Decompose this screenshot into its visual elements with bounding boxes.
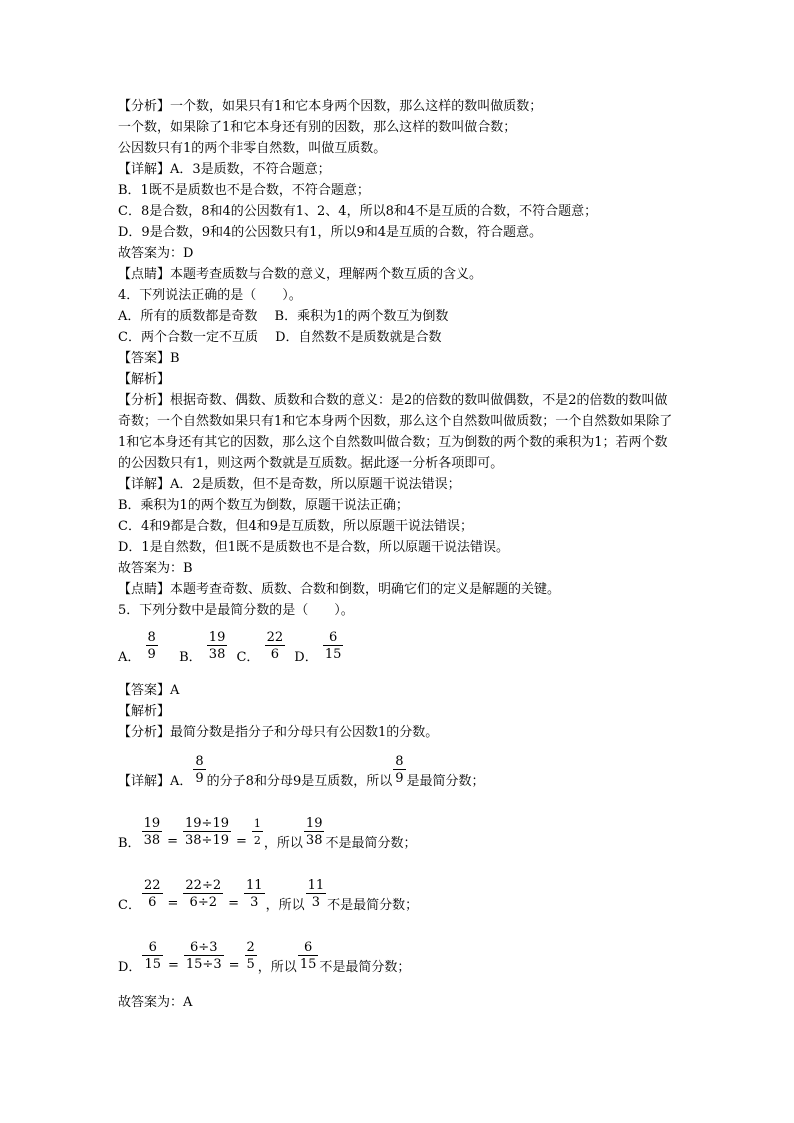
- fraction: $\frac{2}{5}$: [246, 940, 255, 972]
- fraction: $\frac{6}{15}$: [299, 940, 317, 972]
- detail-text: 的分子8和分母9是互质数，所以: [206, 774, 393, 789]
- text-line: 【分析】一个数，如果只有1和它本身两个因数，那么这样的数叫做质数；: [118, 99, 543, 114]
- option-label: A．: [118, 650, 141, 665]
- question-5-options: [118, 628, 344, 665]
- detail-d: [118, 938, 410, 975]
- fraction: $\frac{1}{2}$: [253, 817, 261, 847]
- analysis-label: 【解析】: [118, 704, 171, 719]
- analysis-label: 【解析】: [118, 372, 171, 387]
- detail-label: D．: [118, 960, 142, 975]
- text-line: D．9是合数，9和4的公因数只有1，所以9和4是互质的合数，符合题意。: [118, 225, 543, 240]
- option-label: B．: [179, 650, 202, 665]
- detail-label: C．: [118, 898, 141, 913]
- text-line: C．4和9都是合数，但4和9是互质数，所以原题干说法错误；: [118, 519, 474, 534]
- option-label: C．: [236, 650, 260, 665]
- text-line: C．8是合数，8和4的公因数有1、2、4，所以8和4不是互质的合数，不符合题意；: [118, 204, 598, 219]
- text-line: B．乘积为1的两个数互为倒数，原题干说法正确；: [118, 498, 409, 513]
- text-line: 故答案为：D: [118, 246, 194, 261]
- fraction: $\frac{8}{9}$: [147, 630, 156, 662]
- option-label: D．: [294, 650, 318, 665]
- text-line: B．1既不是质数也不是合数，不符合题意；: [118, 183, 370, 198]
- fraction: $\frac{8}{9}$: [395, 754, 404, 786]
- detail-text: 是最简分数；: [406, 774, 485, 789]
- fraction: $\frac{11}{3}$: [246, 878, 263, 910]
- equals-sign: =: [228, 896, 240, 911]
- detail-b: [118, 814, 416, 851]
- detail-c: [118, 876, 418, 913]
- text-line: 公因数只有1的两个非零自然数，叫做互质数。: [118, 141, 387, 156]
- detail-a: [118, 752, 485, 789]
- equals-sign: =: [236, 834, 247, 849]
- detail-text: 不是最简分数；: [319, 960, 411, 975]
- fraction: $\frac{19\div 19}{38\div 19}$: [185, 816, 229, 848]
- fraction: $\frac{19}{38}$: [305, 816, 323, 848]
- detail-text: ，所以: [265, 898, 305, 913]
- final-answer: 故答案为：A: [118, 995, 193, 1010]
- fraction: $\frac{6}{15}$: [324, 630, 342, 662]
- text-line: 故答案为：B: [118, 561, 193, 576]
- text-line: 【分析】最简分数是指分子和分母只有公因数1的分数。: [118, 725, 439, 740]
- detail-label: B．: [118, 836, 141, 851]
- fraction: $\frac{19}{38}$: [208, 630, 226, 662]
- detail-label: 【详解】A．: [118, 774, 193, 789]
- equals-sign: =: [228, 958, 240, 973]
- text-line: 【点睛】本题考查质数与合数的意义，理解两个数互质的含义。: [118, 267, 483, 282]
- question-5-stem: 5．下列分数中是最简分数的是（ ）。: [118, 603, 354, 618]
- detail-text: 不是最简分数；: [325, 836, 417, 851]
- question-4-options-ab: A．所有的质数都是奇数 B．乘积为1的两个数互为倒数: [118, 309, 449, 324]
- text-line: 【点睛】本题考查奇数、质数、合数和倒数，明确它们的定义是解题的关键。: [118, 582, 561, 597]
- detail-text: ，所以: [257, 960, 297, 975]
- equals-sign: =: [167, 896, 179, 911]
- fraction: $\frac{22\div 2}{6\div 2}$: [185, 878, 222, 910]
- text-line: 【详解】A．2是质数，但不是奇数，所以原题干说法错误；: [118, 477, 461, 492]
- detail-text: ，所以: [263, 836, 303, 851]
- text-line: D．1是自然数，但1既不是质数也不是合数，所以原题干说法错误。: [118, 540, 509, 555]
- answer-label: 【答案】B: [118, 351, 180, 366]
- fraction: $\frac{22}{6}$: [266, 630, 284, 662]
- fraction: $\frac{22}{6}$: [143, 878, 161, 910]
- fraction: $\frac{19}{38}$: [143, 816, 161, 848]
- question-4-options-cd: C．两个合数一定不互质 D．自然数不是质数就是合数: [118, 330, 442, 345]
- text-line: 【详解】A．3是质数，不符合题意；: [118, 162, 331, 177]
- equals-sign: =: [167, 958, 179, 973]
- fraction: $\frac{11}{3}$: [307, 878, 325, 910]
- answer-label: 【答案】A: [118, 683, 180, 698]
- fraction: $\frac{6}{15}$: [144, 940, 161, 972]
- fraction: $\frac{8}{9}$: [195, 754, 204, 786]
- text-line: 一个数，如果除了1和它本身还有别的因数，那么这样的数叫做合数；: [118, 120, 517, 135]
- detail-text: 不是最简分数；: [327, 898, 419, 913]
- question-4-analysis: 【分析】根据奇数、偶数、质数和合数的意义：是2的倍数的数叫做偶数，不是2的倍数的数叫做奇数；一个自然数如果只有1和它本身两个因数，那么这个自然数叫做质数；一个自然数如果除了1和它本身还有其它的因数，那么这个自然数叫做合数；互为倒数的两个数的乘积为1；若两个数的公因数只有1，则这两个数就是互质数。据此逐一分析各项即可。: [118, 393, 673, 471]
- question-4-stem: 4．下列说法正确的是（ ）。: [118, 288, 302, 303]
- equals-sign: =: [167, 834, 179, 849]
- fraction: $\frac{6\div 3}{15\div 3}$: [185, 940, 222, 972]
